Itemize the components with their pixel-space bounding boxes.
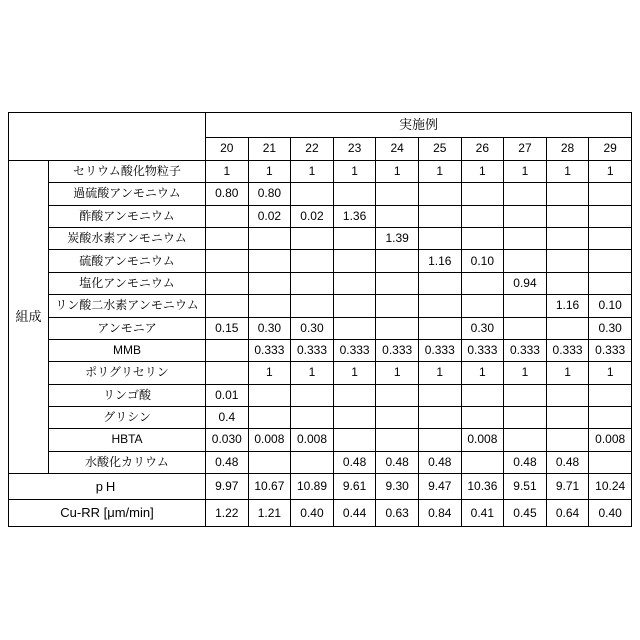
value-cell [546, 406, 589, 428]
ingredient-label: 硫酸アンモニウム [49, 250, 206, 272]
value-cell [589, 228, 632, 250]
value-cell: 0.64 [546, 500, 589, 527]
value-cell: 0.48 [206, 451, 249, 473]
ingredient-label: HBTA [49, 429, 206, 451]
composition-row [9, 451, 632, 473]
value-cell [248, 250, 291, 272]
value-cell: 0.008 [589, 429, 632, 451]
composition-row [9, 183, 632, 205]
value-cell: 0.48 [333, 451, 376, 473]
value-cell: 9.47 [418, 474, 461, 500]
ingredient-label: ポリグリセリン [49, 362, 206, 384]
ingredient-label: アンモニア [49, 317, 206, 339]
value-cell: 1 [376, 362, 419, 384]
value-cell: 1 [589, 161, 632, 183]
value-cell [418, 272, 461, 294]
column-number-cell: 23 [333, 138, 376, 161]
column-number-cell: 22 [291, 138, 334, 161]
value-cell: 1.21 [248, 500, 291, 527]
value-cell [418, 183, 461, 205]
table-header [9, 113, 632, 161]
value-cell [248, 406, 291, 428]
ingredient-label: MMB [49, 339, 206, 361]
value-cell: 0.333 [376, 339, 419, 361]
row-group-label: 組成 [9, 161, 49, 474]
header-group-label: 実施例 [206, 113, 632, 138]
value-cell: 1 [546, 161, 589, 183]
value-cell: 0.94 [504, 272, 547, 294]
value-cell [376, 406, 419, 428]
value-cell: 0.30 [461, 317, 504, 339]
value-cell [333, 183, 376, 205]
value-cell [206, 228, 249, 250]
value-cell [248, 451, 291, 473]
value-cell [333, 429, 376, 451]
value-cell [461, 272, 504, 294]
value-cell [418, 228, 461, 250]
value-cell [333, 250, 376, 272]
value-cell: 0.48 [418, 451, 461, 473]
value-cell: 1.16 [418, 250, 461, 272]
value-cell: 9.30 [376, 474, 419, 500]
value-cell [546, 429, 589, 451]
value-cell [291, 451, 334, 473]
value-cell: 0.48 [376, 451, 419, 473]
value-cell: 0.63 [376, 500, 419, 527]
value-cell: 9.61 [333, 474, 376, 500]
value-cell: 0.333 [546, 339, 589, 361]
value-cell [504, 384, 547, 406]
value-cell: 1.22 [206, 500, 249, 527]
value-cell [461, 384, 504, 406]
value-cell [461, 451, 504, 473]
value-cell: 0.333 [461, 339, 504, 361]
value-cell [206, 272, 249, 294]
ingredient-label: 過硫酸アンモニウム [49, 183, 206, 205]
value-cell: 1 [418, 362, 461, 384]
column-number-cell: 25 [418, 138, 461, 161]
value-cell [291, 295, 334, 317]
value-cell [461, 183, 504, 205]
value-cell [206, 339, 249, 361]
value-cell [504, 205, 547, 227]
summary-row [9, 474, 632, 500]
value-cell: 1 [333, 161, 376, 183]
value-cell: 0.333 [248, 339, 291, 361]
header-group-row [9, 113, 632, 138]
value-cell [333, 384, 376, 406]
value-cell [376, 317, 419, 339]
summary-label: pH [9, 474, 206, 500]
column-number-cell: 20 [206, 138, 249, 161]
value-cell [418, 295, 461, 317]
value-cell [418, 205, 461, 227]
value-cell: 1 [504, 161, 547, 183]
value-cell [248, 228, 291, 250]
value-cell [418, 317, 461, 339]
value-cell [376, 205, 419, 227]
value-cell [291, 406, 334, 428]
value-cell [248, 295, 291, 317]
value-cell [589, 384, 632, 406]
value-cell: 1 [291, 362, 334, 384]
value-cell [333, 295, 376, 317]
value-cell: 1 [461, 161, 504, 183]
value-cell: 0.01 [206, 384, 249, 406]
value-cell: 0.80 [206, 183, 249, 205]
value-cell [589, 183, 632, 205]
value-cell: 0.10 [461, 250, 504, 272]
value-cell: 0.333 [504, 339, 547, 361]
value-cell [333, 272, 376, 294]
column-number-cell: 27 [504, 138, 547, 161]
experiment-composition-table [8, 112, 632, 527]
composition-row [9, 429, 632, 451]
value-cell [589, 451, 632, 473]
value-cell [546, 272, 589, 294]
value-cell: 0.40 [589, 500, 632, 527]
value-cell [418, 384, 461, 406]
composition-row [9, 339, 632, 361]
value-cell [248, 384, 291, 406]
value-cell [461, 228, 504, 250]
value-cell [546, 183, 589, 205]
value-cell [333, 406, 376, 428]
value-cell: 0.333 [291, 339, 334, 361]
value-cell [333, 317, 376, 339]
column-number-cell: 28 [546, 138, 589, 161]
ingredient-label: 酢酸アンモニウム [49, 205, 206, 227]
value-cell: 1 [333, 362, 376, 384]
value-cell: 1 [461, 362, 504, 384]
value-cell [504, 406, 547, 428]
value-cell: 0.45 [504, 500, 547, 527]
column-number-cell: 21 [248, 138, 291, 161]
value-cell [589, 406, 632, 428]
value-cell: 10.24 [589, 474, 632, 500]
value-cell: 0.008 [461, 429, 504, 451]
value-cell [461, 205, 504, 227]
value-cell: 0.48 [546, 451, 589, 473]
ingredient-label: 塩化アンモニウム [49, 272, 206, 294]
value-cell [291, 384, 334, 406]
composition-row [9, 384, 632, 406]
composition-row [9, 295, 632, 317]
summary-label: Cu-RR [μm/min] [9, 500, 206, 527]
ingredient-label: リン酸二水素アンモニウム [49, 295, 206, 317]
value-cell [291, 183, 334, 205]
table-body [9, 161, 632, 527]
value-cell: 0.333 [418, 339, 461, 361]
ingredient-label: 水酸化カリウム [49, 451, 206, 473]
value-cell: 0.02 [248, 205, 291, 227]
value-cell: 1 [589, 362, 632, 384]
value-cell: 0.15 [206, 317, 249, 339]
value-cell [291, 272, 334, 294]
value-cell: 0.48 [504, 451, 547, 473]
value-cell: 0.44 [333, 500, 376, 527]
value-cell: 10.36 [461, 474, 504, 500]
value-cell: 0.30 [589, 317, 632, 339]
value-cell: 0.008 [291, 429, 334, 451]
corner-cell [9, 113, 206, 161]
composition-row [9, 161, 632, 183]
value-cell [461, 406, 504, 428]
value-cell [376, 272, 419, 294]
value-cell: 0.02 [291, 205, 334, 227]
value-cell: 1 [291, 161, 334, 183]
ingredient-label: グリシン [49, 406, 206, 428]
value-cell [589, 250, 632, 272]
composition-row [9, 228, 632, 250]
value-cell [546, 250, 589, 272]
value-cell [376, 384, 419, 406]
composition-row [9, 406, 632, 428]
column-number-cell: 29 [589, 138, 632, 161]
value-cell: 1 [206, 161, 249, 183]
value-cell [376, 295, 419, 317]
value-cell: 10.67 [248, 474, 291, 500]
summary-row [9, 500, 632, 527]
value-cell [206, 362, 249, 384]
value-cell: 0.333 [589, 339, 632, 361]
value-cell [546, 228, 589, 250]
value-cell: 9.71 [546, 474, 589, 500]
value-cell: 1 [248, 362, 291, 384]
value-cell [376, 250, 419, 272]
value-cell [376, 183, 419, 205]
value-cell: 0.030 [206, 429, 249, 451]
value-cell: 0.333 [333, 339, 376, 361]
value-cell [504, 250, 547, 272]
value-cell: 1.36 [333, 205, 376, 227]
value-cell [333, 228, 376, 250]
composition-row [9, 272, 632, 294]
ingredient-label: セリウム酸化物粒子 [49, 161, 206, 183]
value-cell [589, 205, 632, 227]
value-cell: 1.39 [376, 228, 419, 250]
composition-row [9, 205, 632, 227]
value-cell: 1 [418, 161, 461, 183]
value-cell: 0.41 [461, 500, 504, 527]
composition-row [9, 362, 632, 384]
value-cell [461, 295, 504, 317]
value-cell: 0.80 [248, 183, 291, 205]
value-cell: 10.89 [291, 474, 334, 500]
value-cell: 0.30 [291, 317, 334, 339]
value-cell: 0.30 [248, 317, 291, 339]
value-cell: 9.51 [504, 474, 547, 500]
value-cell [504, 429, 547, 451]
value-cell [206, 205, 249, 227]
value-cell: 0.008 [248, 429, 291, 451]
value-cell [504, 183, 547, 205]
value-cell: 1 [376, 161, 419, 183]
value-cell: 0.84 [418, 500, 461, 527]
value-cell [418, 429, 461, 451]
value-cell: 1 [546, 362, 589, 384]
column-number-cell: 26 [461, 138, 504, 161]
ingredient-label: リンゴ酸 [49, 384, 206, 406]
value-cell [504, 228, 547, 250]
value-cell [206, 250, 249, 272]
value-cell [291, 228, 334, 250]
composition-row [9, 317, 632, 339]
value-cell [376, 429, 419, 451]
value-cell [546, 317, 589, 339]
value-cell [546, 205, 589, 227]
column-number-cell: 24 [376, 138, 419, 161]
ingredient-label: 炭酸水素アンモニウム [49, 228, 206, 250]
value-cell: 1.16 [546, 295, 589, 317]
composition-row [9, 250, 632, 272]
value-cell: 1 [504, 362, 547, 384]
value-cell [504, 295, 547, 317]
value-cell: 0.4 [206, 406, 249, 428]
value-cell [546, 384, 589, 406]
value-cell: 0.10 [589, 295, 632, 317]
value-cell [291, 250, 334, 272]
value-cell: 1 [248, 161, 291, 183]
value-cell [206, 295, 249, 317]
value-cell: 9.97 [206, 474, 249, 500]
value-cell: 0.40 [291, 500, 334, 527]
value-cell [504, 317, 547, 339]
value-cell [418, 406, 461, 428]
value-cell [589, 272, 632, 294]
value-cell [248, 272, 291, 294]
